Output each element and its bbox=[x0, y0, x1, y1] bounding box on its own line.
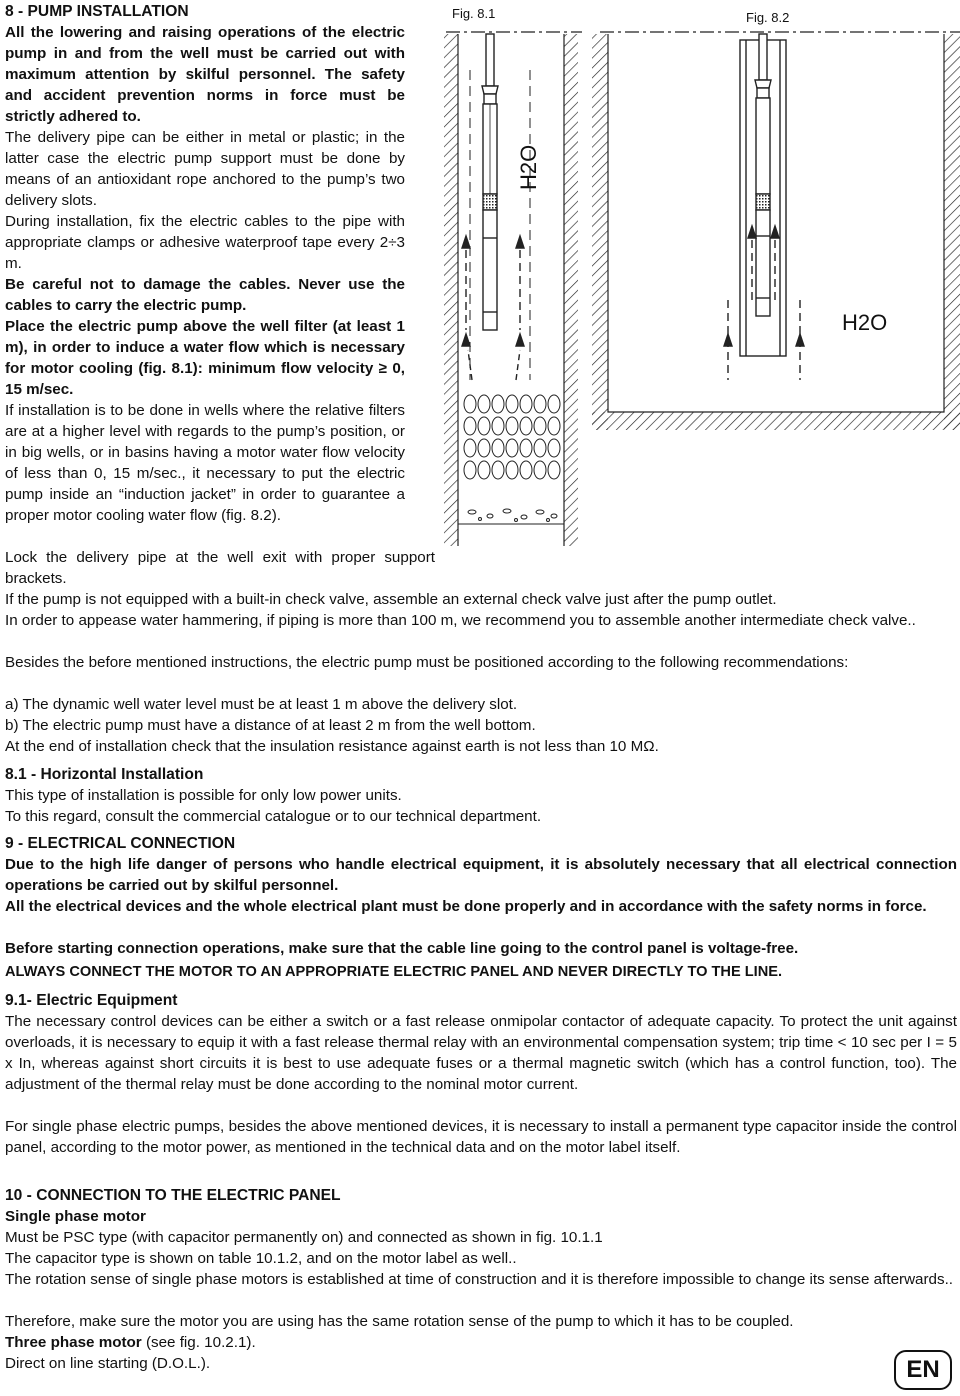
insulation-paragraph: At the end of installation check that the insulation resistance against earth is not less than 10 MΩ. bbox=[5, 738, 659, 755]
electric-equipment-paragraph-1: The necessary control devices can be either a switch or a fast release onmipolar contactor of adequate capacity. To protect the unit against overloads, it is necessary to equip it with a fast release thermal relay with an environmental compensation system; trip time < 10 sec per I = 5 x In, whereas against short circuits it is best to use adequate fuses or a thermal magnetic switch (which has a control function, too). The adjustment of the thermal relay must be done according to the nominal motor current. bbox=[5, 1013, 957, 1093]
recommendation-a: a) The dynamic well water level must be at least 1 m above the delivery slot. bbox=[5, 696, 518, 713]
section-8-title: 8 - PUMP INSTALLATION bbox=[5, 3, 189, 20]
electric-equipment-paragraph-2: For single phase electric pumps, besides the above mentioned devices, it is necessary to install a permanent type capacitor inside the control panel, according to the motor power, as mentioned in the technical data and on the motor label itself. bbox=[5, 1118, 957, 1156]
psc-paragraph: Must be PSC type (with capacitor permanently on) and connected as shown in fig. 10.1.1 bbox=[5, 1229, 603, 1246]
cables-fix-paragraph: During installation, fix the electric cables to the pipe with appropriate clamps or adhesive waterproof tape every 2÷3 m. bbox=[5, 213, 405, 272]
h2o-label-fig1: H2O bbox=[516, 144, 541, 190]
well-filter bbox=[464, 395, 560, 479]
h2o-label-fig2: H2O bbox=[842, 310, 888, 335]
section-9-1-title: 9.1- Electric Equipment bbox=[5, 992, 178, 1009]
delivery-pipe-paragraph: The delivery pipe can be either in metal or plastic; in the latter case the electric pump support must be done by means of an antioxidant rope anchored to the pump’s two delivery slots. bbox=[5, 129, 405, 209]
recommendations-intro: Besides the before mentioned instructions, the electric pump must be positioned according to the following recommendations: bbox=[5, 654, 849, 671]
basin-wall-left bbox=[592, 34, 608, 430]
cables-warning: Be careful not to damage the cables. Never use the cables to carry the electric pump. bbox=[5, 276, 405, 314]
basin-wall-right bbox=[944, 34, 960, 430]
horizontal-line-1: This type of installation is possible for only low power units. bbox=[5, 787, 402, 804]
rotation-paragraph: The rotation sense of single phase motors is established at time of construction and it is therefore impossible to change its sense afterwards.. bbox=[5, 1271, 954, 1288]
check-valve-paragraph: If the pump is not equipped with a built-in check valve, assemble an external check valve just after the pump outlet. bbox=[5, 591, 777, 608]
water-hammer-paragraph: In order to appease water hammering, if piping is more than 100 m, we recommend you to assemble another intermediate check valve.. bbox=[5, 612, 916, 629]
induction-jacket-paragraph: If installation is to be done in wells where the relative filters are at a higher level with regards to the pump’s position, or in big wells, or in basins having a motor water flow velocity of less than 0, 15 m/sec., it necessary to put the electric pump inside an “induction jacket” in order to guarantee a proper motor cooling water flow (fig. 8.2). bbox=[5, 402, 405, 524]
well-bottom-gravel bbox=[458, 509, 564, 524]
three-phase-reference: (see fig. 10.2.1). bbox=[141, 1334, 256, 1351]
danger-paragraph: Due to the high life danger of persons who handle electrical equipment, it is absolutely necessary that all electrical connection operations be carried out by skilful personnel. bbox=[5, 856, 957, 894]
three-phase-title: Three phase motor bbox=[5, 1334, 142, 1351]
always-connect-warning: ALWAYS CONNECT THE MOTOR TO AN APPROPRIATE ELECTRIC PANEL AND NEVER DIRECTLY TO THE LINE. bbox=[5, 964, 783, 980]
fig-8-1-label: Fig. 8.1 bbox=[452, 6, 496, 21]
section-9-title: 9 - ELECTRICAL CONNECTION bbox=[5, 835, 236, 852]
voltage-free-paragraph: Before starting connection operations, make sure that the cable line going to the control panel is voltage-free. bbox=[5, 940, 799, 957]
proper-plant-paragraph: All the electrical devices and the whole electrical plant must be done properly and in accordance with the safety norms in force. bbox=[5, 898, 927, 915]
installation-figures bbox=[432, 0, 960, 560]
basin-floor bbox=[592, 412, 960, 430]
submersible-pump-fig2 bbox=[755, 34, 771, 316]
figure-8-1 bbox=[444, 6, 582, 546]
single-phase-title: Single phase motor bbox=[5, 1208, 146, 1225]
well-wall-left bbox=[444, 34, 458, 546]
horizontal-line-2: To this regard, consult the commercial catalogue or to our technical department. bbox=[5, 808, 542, 825]
recommendation-b: b) The electric pump must have a distance of at least 2 m from the well bottom. bbox=[5, 717, 536, 734]
well-filter-paragraph: Place the electric pump above the well filter (at least 1 m), in order to induce a water flow which is necessary for motor cooling (fig. 8.1): minimum flow velocity ≥ 0, 15 m/sec. bbox=[5, 318, 405, 398]
language-badge: EN bbox=[894, 1350, 952, 1390]
lock-pipe-paragraph: Lock the delivery pipe at the well exit with proper support brackets. bbox=[5, 549, 435, 587]
submersible-pump-fig1 bbox=[482, 34, 498, 330]
figure-8-2 bbox=[592, 10, 960, 430]
capacitor-paragraph: The capacitor type is shown on table 10.1.2, and on the motor label as well.. bbox=[5, 1250, 517, 1267]
section-8-1-title: 8.1 - Horizontal Installation bbox=[5, 766, 204, 783]
rotation-sense-paragraph: Therefore, make sure the motor you are using has the same rotation sense of the pump to which it has to be coupled. bbox=[5, 1313, 794, 1330]
fig-8-2-label: Fig. 8.2 bbox=[746, 10, 790, 25]
three-phase-line bbox=[5, 1332, 957, 1353]
section-10-title: 10 - CONNECTION TO THE ELECTRIC PANEL bbox=[5, 1187, 341, 1204]
section-8-intro: All the lowering and raising operations of the electric pump in and from the well must be carried out with maximum attention by skilful personnel. The safety and accident prevention norms in force must be strictly adhered to. bbox=[5, 24, 405, 125]
dol-paragraph: Direct on line starting (D.O.L.). bbox=[5, 1355, 211, 1372]
well-wall-right bbox=[564, 34, 578, 546]
